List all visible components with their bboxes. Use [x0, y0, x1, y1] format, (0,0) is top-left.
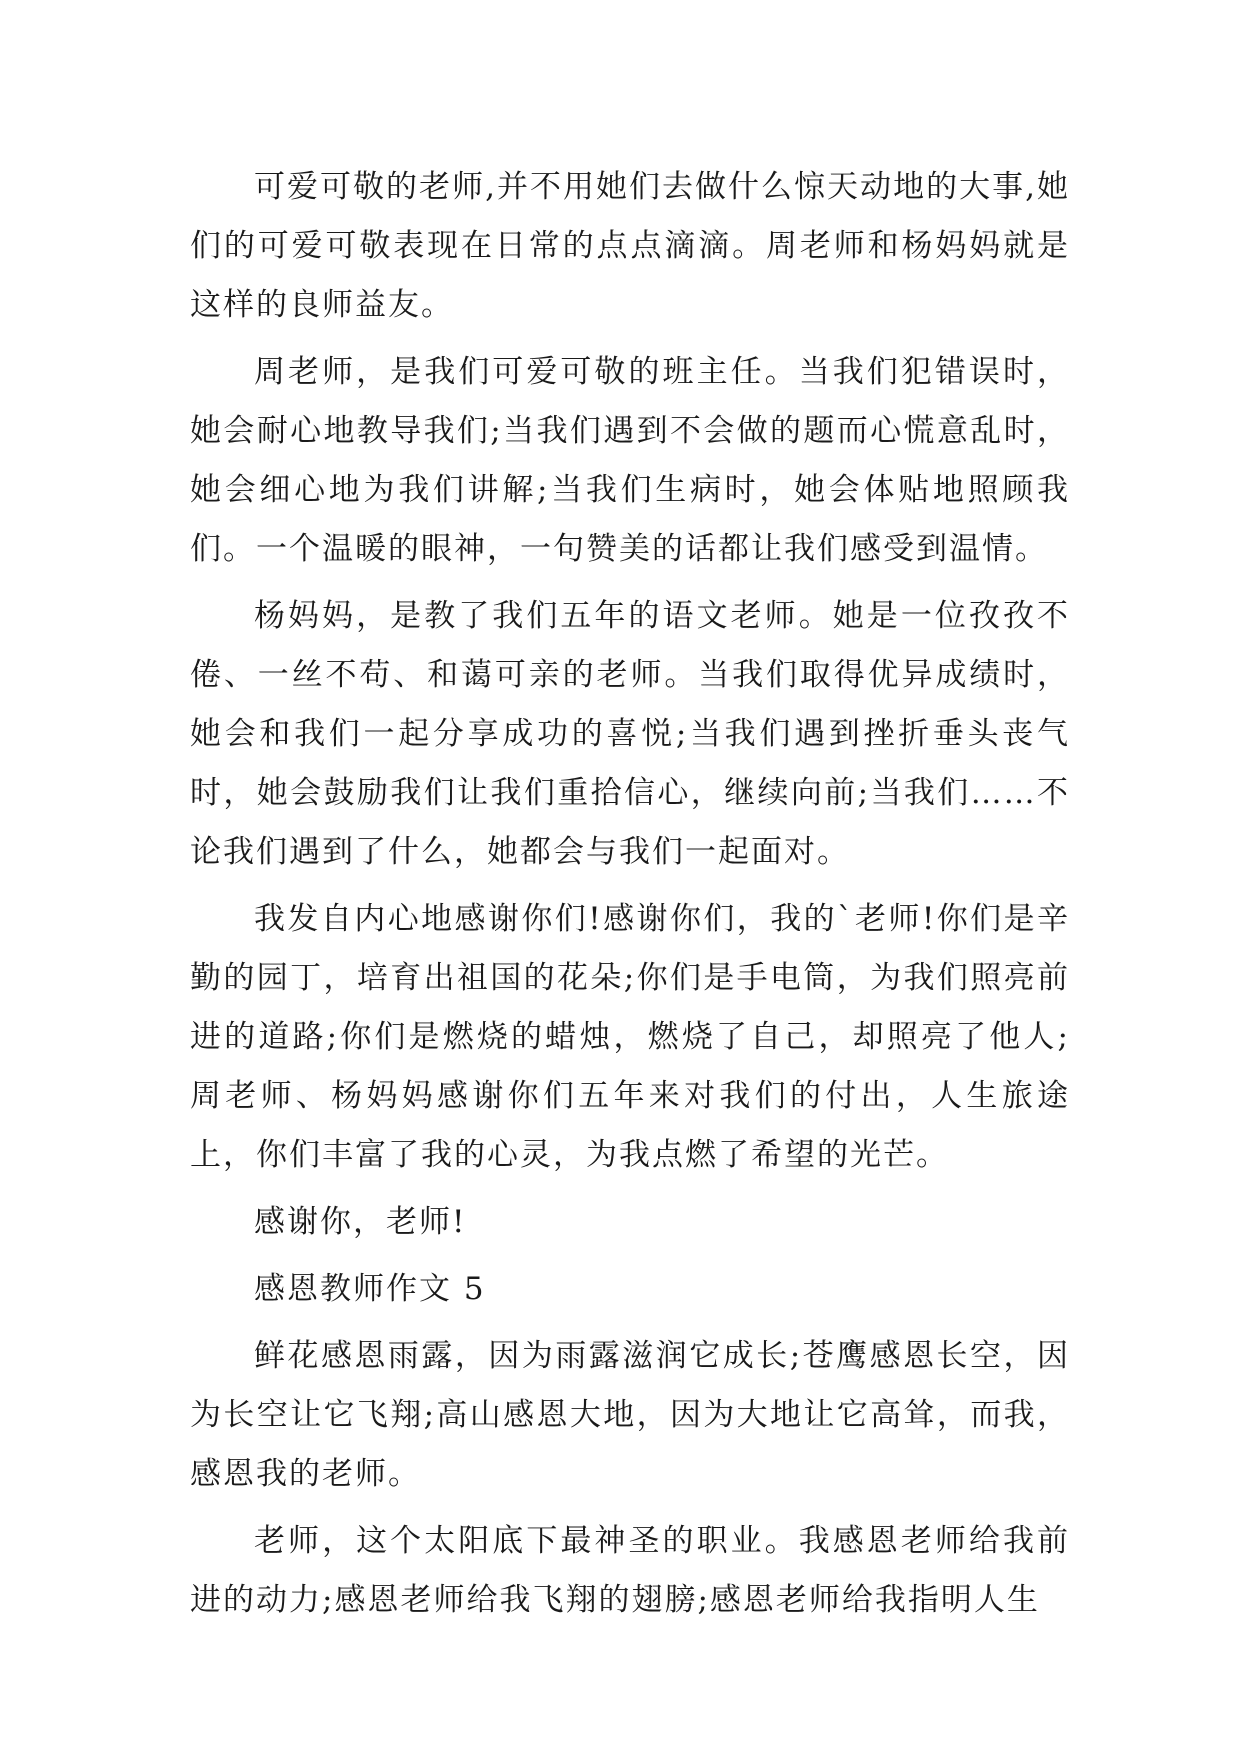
paragraph: 鲜花感恩雨露，因为雨露滋润它成长;苍鹰感恩长空，因为长空让它飞翔;高山感恩大地，因为大地让它高耸，而我，感恩我的老师。: [190, 1338, 1070, 1492]
closing-line: 感谢你，老师!: [254, 1204, 467, 1240]
paragraph: 周老师，是我们可爱可敬的班主任。当我们犯错误时，她会耐心地教导我们;当我们遇到不会做的题而心慌意乱时，她会细心地为我们讲解;当我们生病时，她会体贴地照顾我们。一个温暖的眼神，一句赞美的话都让我们感受到温情。: [190, 354, 1070, 567]
essay-body: [190, 158, 1070, 1638]
paragraph: 可爱可敬的老师,并不用她们去做什么惊天动地的大事,她们的可爱可敬表现在日常的点点滴滴。周老师和杨妈妈就是这样的良师益友。: [190, 169, 1070, 323]
paragraph: 杨妈妈，是教了我们五年的语文老师。她是一位孜孜不倦、一丝不苟、和蔼可亲的老师。当我们取得优异成绩时，她会和我们一起分享成功的喜悦;当我们遇到挫折垂头丧气时，她会鼓励我们让我们重拾信心，继续向前;当我们……不论我们遇到了什么，她都会与我们一起面对。: [190, 598, 1070, 870]
paragraph: 老师，这个太阳底下最神圣的职业。我感恩老师给我前进的动力;感恩老师给我飞翔的翅膀;感恩老师给我指明人生: [190, 1523, 1070, 1618]
paragraph: 我发自内心地感谢你们!感谢你们，我的`老师!你们是辛勤的园丁，培育出祖国的花朵;你们是手电筒，为我们照亮前进的道路;你们是燃烧的蜡烛，燃烧了自己，却照亮了他人;周老师、杨妈妈感谢你们五年来对我们的付出，人生旅途上，你们丰富了我的心灵，为我点燃了希望的光芒。: [190, 901, 1070, 1173]
section-heading: 感恩教师作文 5: [254, 1271, 486, 1307]
